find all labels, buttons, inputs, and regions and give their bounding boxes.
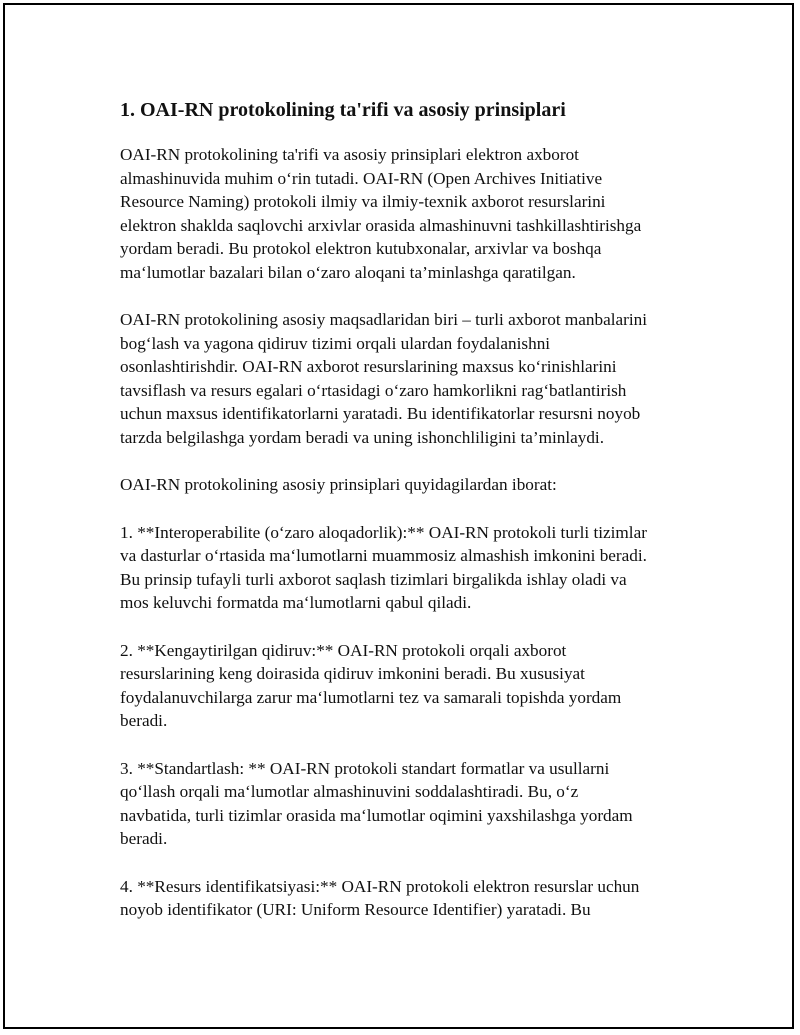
text-line: 2. **Kengaytirilgan qidiruv:** OAI-RN protokoli orqali axborot (120, 640, 567, 660)
principle-item-4 (120, 875, 700, 922)
text-line: OAI-RN protokolining asosiy maqsadlaridan biri – turli axborot manbalarini (120, 310, 647, 329)
section-heading: 1. OAI-RN protokolining ta'rifi va asosiy prinsiplari (120, 99, 566, 121)
principle-item-3 (120, 757, 700, 851)
text-line: noyob identifikator (URI: Uniform Resource Identifier) yaratadi. Bu (120, 900, 591, 919)
text-line: va dasturlar o‘rtasida ma‘lumotlarni muammosiz almashish imkonini beradi. (120, 546, 647, 565)
text-line: OAI-RN protokolining ta'rifi va asosiy prinsiplari elektron axborot (120, 145, 579, 164)
document-page (3, 3, 794, 1029)
text-line: 1. **Interoperabilite (o‘zaro aloqadorlik):** OAI-RN protokoli turli tizimlar (120, 522, 647, 542)
text-line: yordam beradi. Bu protokol elektron kutubxonalar, arxivlar va boshqa (120, 239, 602, 258)
principle-item-2 (120, 639, 700, 733)
document-content (120, 95, 700, 946)
paragraph-definition (120, 143, 700, 284)
text-line: navbatida, turli tizimlar orasida ma‘lumotlar oqimini yaxshilashga yordam (120, 805, 633, 825)
text-line: foydalanuvchilarga zarur ma‘lumotlarni tez va samarali topishda yordam (120, 687, 622, 707)
text-line: Resource Naming) protokoli ilmiy va ilmiy-texnik axborot resurslarini (120, 192, 606, 211)
text-line: resurslarining keng doirasida qidiruv imkonini beradi. Bu xususiyat (120, 664, 585, 683)
text-line: 4. **Resurs identifikatsiyasi:** OAI-RN protokoli elektron resurslar uchun (120, 876, 640, 896)
text-line: almashinuvida muhim o‘rin tutadi. OAI-RN (Open Archives Initiative (120, 168, 603, 188)
text-line: ma‘lumotlar bazalari bilan o‘zaro aloqani ta’minlashga qaratilgan. (120, 262, 576, 282)
text-line: mos keluvchi formatda ma‘lumotlarni qabul qiladi. (120, 593, 472, 612)
text-line: qo‘llash orqali ma‘lumotlar almashinuvini soddalashtiradi. Bu, o‘z (120, 782, 579, 801)
paragraph-principles-intro (120, 473, 700, 497)
text-line: osonlashtirishdir. OAI-RN axborot resurslarining maxsus ko‘rinishlarini (120, 357, 617, 376)
text-line: beradi. (120, 829, 168, 848)
text-line: uchun maxsus identifikatorlarni yaratadi. Bu identifikatorlar resursni noyob (120, 404, 641, 423)
text-line: tarzda belgilashga yordam beradi va uning ishonchliligini ta’minlaydi. (120, 427, 604, 447)
text-line: 3. **Standartlash: ** OAI-RN protokoli standart formatlar va usullarni (120, 758, 610, 778)
text-line: bog‘lash va yagona qidiruv tizimi orqali ulardan foydalanishni (120, 333, 551, 353)
text-line: tavsiflash va resurs egalari o‘rtasidagi o‘zaro hamkorlikni rag‘batlantirish (120, 380, 627, 400)
text-line: elektron shaklda saqlovchi arxivlar orasida almashinuvni tashkillashtirishga (120, 215, 642, 235)
principle-item-1 (120, 521, 700, 615)
text-line: OAI-RN protokolining asosiy prinsiplari quyidagilardan iborat: (120, 475, 557, 494)
text-line: beradi. (120, 711, 168, 730)
text-line: Bu prinsip tufayli turli axborot saqlash tizimlari birgalikda ishlay oladi va (120, 569, 627, 589)
paragraph-goals (120, 308, 700, 449)
